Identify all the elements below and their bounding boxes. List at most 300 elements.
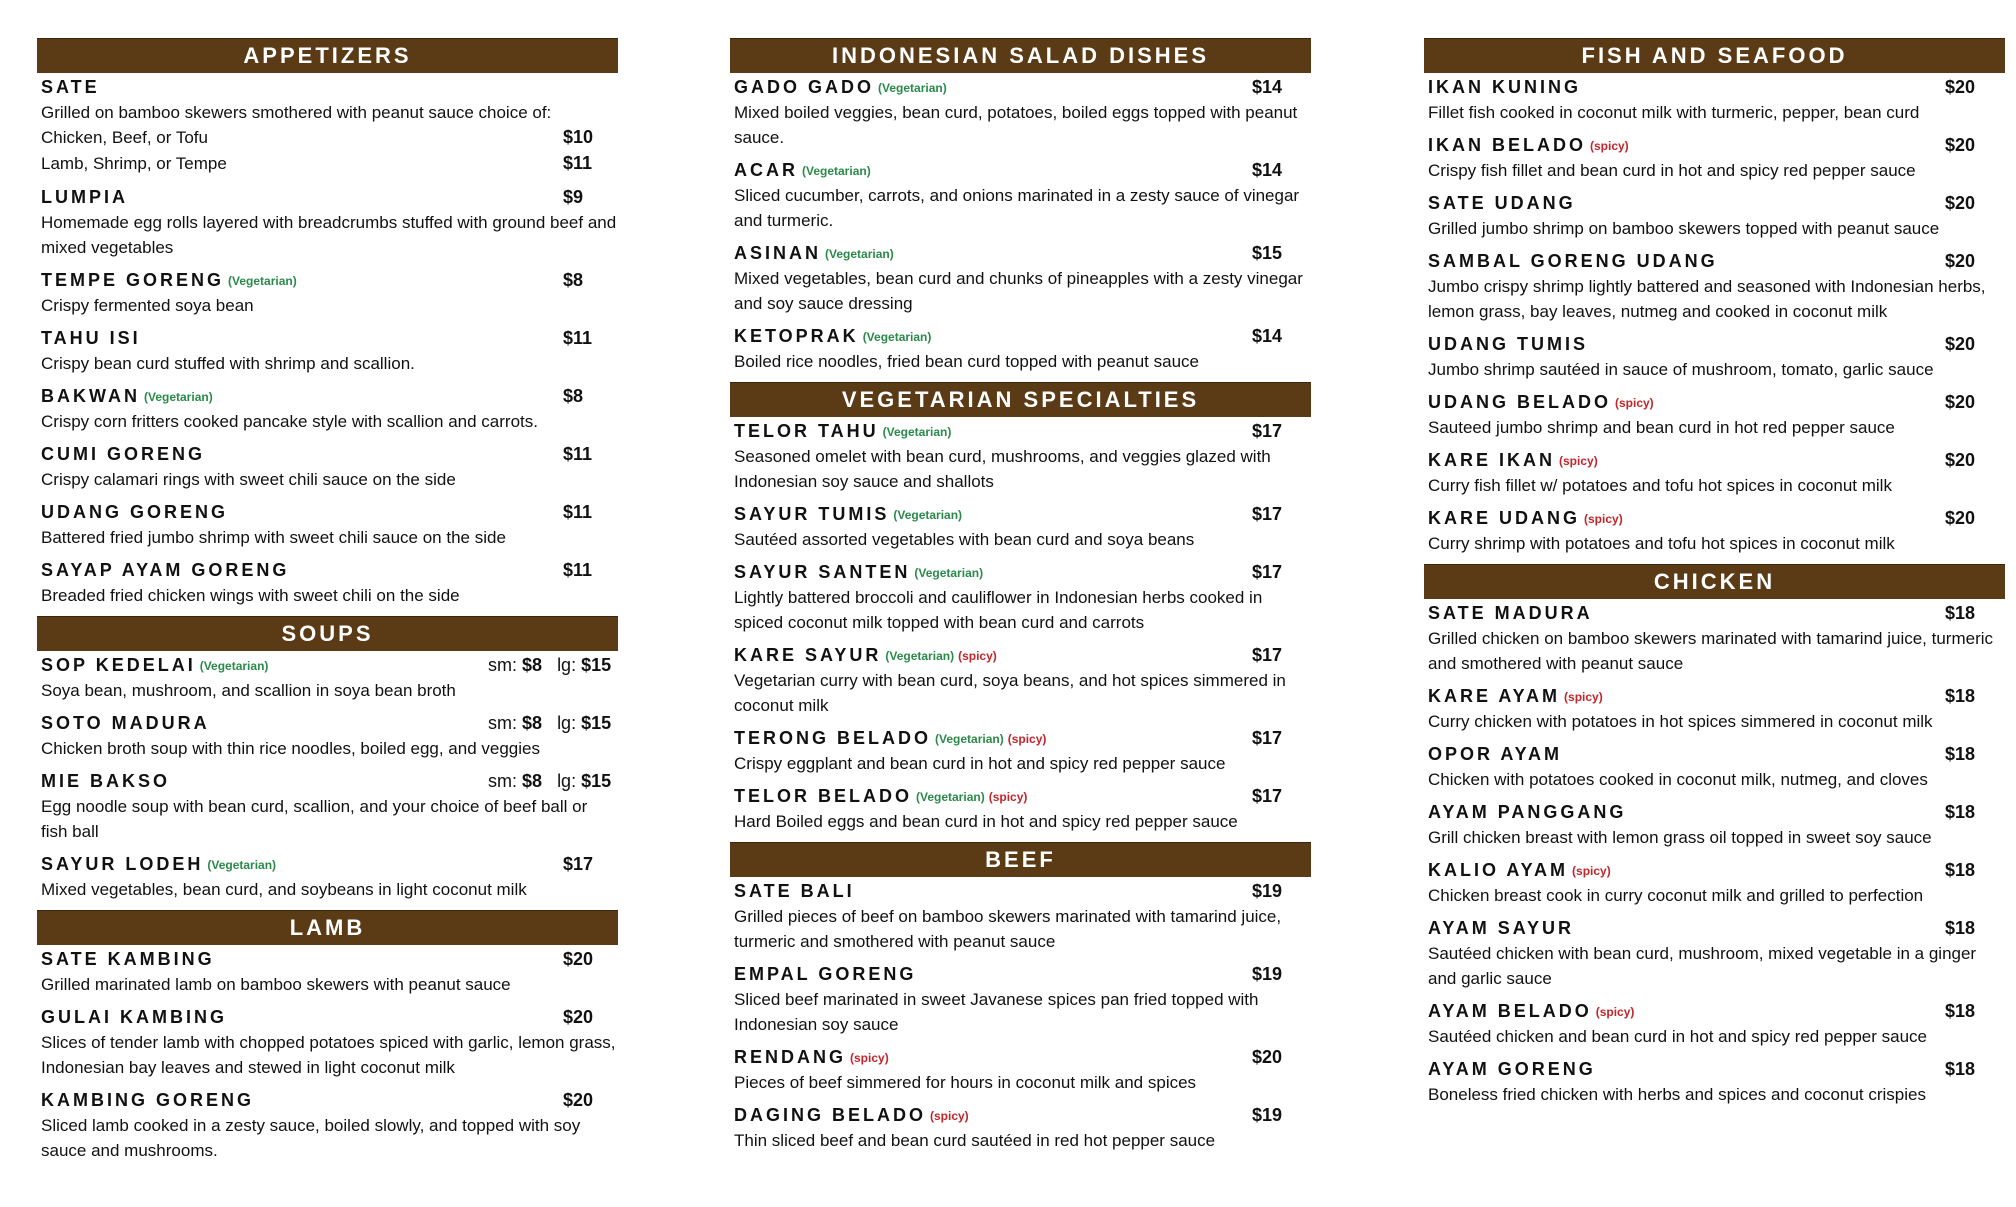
menu-item-title-row (1428, 800, 2005, 825)
menu-item-title-row (1428, 999, 2005, 1024)
menu-item-description: Grilled on bamboo skewers smothered with peanut sauce choice of: (41, 103, 552, 122)
menu-item-description: Vegetarian curry with bean curd, soya beans, and hot spices simmered in coconut milk (734, 671, 1286, 715)
menu-item-kalio-ayam (1424, 858, 2005, 908)
menu-item-description: Thin sliced beef and bean curd sautéed in red hot pepper sauce (734, 1131, 1216, 1150)
menu-item-telor-tahu (730, 419, 1311, 494)
menu-item-name-text: KARE AYAM (1428, 686, 1561, 706)
menu-item-description: Boneless fried chicken with herbs and spices and coconut crispies (1428, 1085, 1926, 1104)
menu-item-name (1428, 744, 1562, 764)
menu-item-title-row (734, 241, 1311, 266)
menu-item-name-text: KETOPRAK (734, 326, 859, 346)
menu-item-price: $20 (1945, 450, 1976, 470)
vegetarian-tag: (Vegetarian) (882, 425, 952, 439)
menu-item-description: Chicken broth soup with thin rice noodles, boiled egg, and veggies (41, 739, 540, 758)
menu-item-telor-belado (730, 784, 1311, 834)
menu-item-name (41, 713, 210, 733)
menu-item-opor-ayam (1424, 742, 2005, 792)
menu-item-empal-goreng (730, 962, 1311, 1037)
menu-item-gado-gado (730, 75, 1311, 150)
menu-item-name-text: GADO GADO (734, 77, 875, 97)
menu-item-name (734, 243, 894, 263)
menu-item-title-row (41, 711, 618, 736)
large-size-label: lg: (557, 655, 577, 675)
section-header: BEEF (730, 842, 1311, 877)
section-header: VEGETARIAN SPECIALTIES (730, 382, 1311, 417)
spicy-tag: (spicy) (1615, 396, 1654, 410)
menu-item-name-text: AYAM GORENG (1428, 1059, 1596, 1079)
menu-item-kare-ayam (1424, 684, 2005, 734)
menu-item-name-text: KARE IKAN (1428, 450, 1556, 470)
menu-item-description: Mixed boiled veggies, bean curd, potatoes, boiled eggs topped with peanut sauce. (734, 103, 1298, 147)
menu-item-mie-bakso (37, 769, 618, 844)
menu-item-name-text: SAYUR TUMIS (734, 504, 890, 524)
menu-item-name (1428, 1001, 1634, 1021)
menu-item-name (1428, 918, 1574, 938)
menu-item-name (734, 326, 931, 346)
menu-column-left (37, 38, 618, 1171)
menu-item-option (41, 151, 618, 177)
menu-item-title-row (41, 384, 618, 409)
menu-item-price: $17 (1252, 421, 1283, 441)
menu-item-price: $19 (1252, 1105, 1283, 1125)
menu-item-title-row (41, 947, 618, 972)
menu-item-title-row (1428, 133, 2005, 158)
menu-item-price: $15 (1252, 243, 1283, 263)
menu-item-price: $20 (1945, 392, 1976, 412)
menu-item-name-text: SAYUR SANTEN (734, 562, 911, 582)
size-prices (488, 769, 611, 794)
menu-item-description: Sliced beef marinated in sweet Javanese spices pan fried topped with Indonesian soy sauce (734, 990, 1259, 1034)
menu-item-lumpia (37, 185, 618, 260)
menu-item-sambal-goreng-udang (1424, 249, 2005, 324)
menu-item-name (734, 1105, 969, 1125)
menu-item-sayap-ayam-goreng (37, 558, 618, 608)
menu-item-name-text: OPOR AYAM (1428, 744, 1563, 764)
menu-item-sate-kambing (37, 947, 618, 997)
vegetarian-tag: (Vegetarian) (144, 390, 213, 404)
menu-item-name-text: MIE BAKSO (41, 771, 171, 791)
menu-item-price: $14 (1252, 77, 1283, 97)
menu-item-udang-goreng (37, 500, 618, 550)
menu-item-ayam-belado (1424, 999, 2005, 1049)
menu-item-description: Egg noodle soup with bean curd, scallion, and your choice of beef ball or fish ball (41, 797, 588, 841)
menu-item-ketoprak (730, 324, 1311, 374)
menu-item-description: Crispy fermented soya bean (41, 296, 254, 315)
menu-item-title-row (1428, 506, 2005, 531)
option-label: Lamb, Shrimp, or Tempe (41, 154, 227, 173)
menu-item-price: $20 (563, 949, 594, 969)
menu-item-title-row (41, 326, 618, 351)
menu-item-description: Curry shrimp with potatoes and tofu hot spices in coconut milk (1428, 534, 1895, 553)
menu-item-name-text: KARE UDANG (1428, 508, 1581, 528)
section-header: SOUPS (37, 616, 618, 651)
menu-item-title-row (734, 560, 1311, 585)
size-prices (488, 653, 611, 678)
menu-item-price: $20 (1945, 193, 1976, 213)
menu-item-price: $17 (1252, 786, 1283, 806)
menu-item-name-text: IKAN BELADO (1428, 135, 1586, 155)
small-size-label: sm: (488, 713, 517, 733)
menu-section-vegetarian-specialties (730, 382, 1311, 834)
menu-item-name (1428, 802, 1626, 822)
spicy-tag: (spicy) (1564, 690, 1603, 704)
menu-item-udang-tumis (1424, 332, 2005, 382)
menu-item-price: $18 (1945, 744, 1976, 764)
menu-item-name (1428, 334, 1588, 354)
menu-item-price: $11 (563, 444, 593, 464)
menu-item-name (734, 728, 1046, 748)
menu-item-name-text: RENDANG (734, 1047, 847, 1067)
menu-item-name (1428, 1059, 1596, 1079)
menu-item-title-row (734, 643, 1311, 668)
menu-item-name (734, 504, 962, 524)
menu-item-name (41, 1007, 227, 1027)
small-size-label: sm: (488, 655, 517, 675)
menu-item-name (734, 964, 916, 984)
menu-item-title-row (734, 1045, 1311, 1070)
menu-item-title-row (41, 1088, 618, 1113)
menu-item-ikan-belado (1424, 133, 2005, 183)
menu-item-description: Curry chicken with potatoes in hot spices simmered in coconut milk (1428, 712, 1933, 731)
menu-item-name (1428, 392, 1654, 412)
menu-item-description: Chicken with potatoes cooked in coconut milk, nutmeg, and cloves (1428, 770, 1928, 789)
menu-column-right (1424, 38, 2005, 1115)
spicy-tag: (spicy) (1584, 512, 1623, 526)
menu-item-kambing-goreng (37, 1088, 618, 1163)
menu-item-name-text: SATE UDANG (1428, 193, 1576, 213)
menu-item-description: Crispy fish fillet and bean curd in hot and spicy red pepper sauce (1428, 161, 1916, 180)
menu-item-title-row (1428, 1057, 2005, 1082)
menu-item-name (41, 187, 128, 207)
menu-column-middle (730, 38, 1311, 1161)
menu-item-price: $20 (1945, 251, 1976, 271)
menu-item-kare-ikan (1424, 448, 2005, 498)
menu-item-name-text: TERONG BELADO (734, 728, 932, 748)
menu-item-description: Pieces of beef simmered for hours in coconut milk and spices (734, 1073, 1197, 1092)
menu-item-price: $8 (563, 270, 584, 290)
menu-item-sayur-tumis (730, 502, 1311, 552)
menu-item-name (1428, 251, 1718, 271)
menu-item-description: Slices of tender lamb with chopped potatoes spiced with garlic, lemon grass, Indonesian bay leaves and stewed in light coconut milk (41, 1033, 616, 1077)
menu-item-description: Seasoned omelet with bean curd, mushrooms, and veggies glazed with Indonesian soy sauce and shallots (734, 447, 1271, 491)
menu-item-price: $18 (1945, 860, 1976, 880)
menu-item-title-row (734, 324, 1311, 349)
menu-item-price: $20 (1945, 334, 1976, 354)
menu-item-price: $17 (1252, 504, 1283, 524)
menu-item-price: $20 (1945, 508, 1976, 528)
menu-item-title-row (1428, 742, 2005, 767)
menu-item-description: Battered fried jumbo shrimp with sweet chili sauce on the side (41, 528, 506, 547)
menu-section-chicken (1424, 564, 2005, 1107)
menu-item-title-row (734, 726, 1311, 751)
menu-item-price: $18 (1945, 802, 1976, 822)
menu-item-name-text: UDANG BELADO (1428, 392, 1611, 412)
menu-item-name (1428, 135, 1629, 155)
menu-item-description: Crispy calamari rings with sweet chili sauce on the side (41, 470, 456, 489)
section-header: FISH AND SEAFOOD (1424, 38, 2005, 73)
section-header: LAMB (37, 910, 618, 945)
menu-item-title-row (734, 75, 1311, 100)
menu-item-price: $18 (1945, 918, 1976, 938)
menu-item-title-row (41, 653, 618, 678)
menu-item-name-text: SAYAP AYAM GORENG (41, 560, 290, 580)
small-size-label: sm: (488, 771, 517, 791)
menu-item-description: Crispy eggplant and bean curd in hot and spicy red pepper sauce (734, 754, 1226, 773)
menu-item-name-text: AYAM BELADO (1428, 1001, 1592, 1021)
menu-item-name-text: AYAM PANGGANG (1428, 802, 1627, 822)
menu-item-terong-belado (730, 726, 1311, 776)
spicy-tag: (spicy) (850, 1051, 889, 1065)
vegetarian-tag: (Vegetarian) (885, 649, 955, 663)
section-header: CHICKEN (1424, 564, 2005, 599)
menu-item-price: $17 (1252, 645, 1283, 665)
spicy-tag: (spicy) (1590, 139, 1629, 153)
menu-item-title-row (41, 442, 618, 467)
menu-item-name-text: DAGING BELADO (734, 1105, 926, 1125)
small-size-price: $8 (522, 655, 543, 675)
menu-item-description: Grilled marinated lamb on bamboo skewers with peanut sauce (41, 975, 511, 994)
menu-item-description: Grill chicken breast with lemon grass oil topped in sweet soy sauce (1428, 828, 1932, 847)
menu-item-name-text: KAMBING GORENG (41, 1090, 254, 1110)
menu-item-price: $11 (563, 560, 593, 580)
menu-item-price: $19 (1252, 881, 1283, 901)
menu-item-price: $20 (1945, 77, 1976, 97)
menu-item-name-text: SAYUR LODEH (41, 854, 204, 874)
menu-item-sayur-santen (730, 560, 1311, 635)
menu-item-name-text: SATE (41, 77, 100, 97)
vegetarian-tag: (Vegetarian) (862, 330, 932, 344)
menu-item-name (41, 386, 213, 406)
menu-item-ikan-kuning (1424, 75, 2005, 125)
menu-item-description: Grilled pieces of beef on bamboo skewers marinated with tamarind juice, turmeric and smothered with peanut sauce (734, 907, 1282, 951)
menu-item-name-text: SATE BALI (734, 881, 855, 901)
menu-item-price: $9 (563, 187, 584, 207)
menu-item-description: Sauteed jumbo shrimp and bean curd in hot red pepper sauce (1428, 418, 1895, 437)
menu-item-name-text: UDANG GORENG (41, 502, 229, 522)
menu-item-sate-madura (1424, 601, 2005, 676)
menu-item-name (1428, 77, 1581, 97)
menu-item-name-text: CUMI GORENG (41, 444, 206, 464)
menu-item-name-text: AYAM SAYUR (1428, 918, 1575, 938)
menu-item-description: Sautéed assorted vegetables with bean curd and soya beans (734, 530, 1195, 549)
menu-item-sayur-lodeh (37, 852, 618, 902)
menu-item-price: $17 (1252, 728, 1283, 748)
menu-item-description: Lightly battered broccoli and cauliflower in Indonesian herbs cooked in spiced coconut milk topped with bean curd and carrots (734, 588, 1263, 632)
vegetarian-tag: (Vegetarian) (935, 732, 1004, 746)
menu-item-description: Curry fish fillet w/ potatoes and tofu hot spices in coconut milk (1428, 476, 1892, 495)
spicy-tag: (spicy) (1572, 864, 1611, 878)
menu-item-name (41, 560, 289, 580)
menu-item-name (41, 771, 170, 791)
menu-item-title-row (734, 784, 1311, 809)
menu-item-name-text: SOTO MADURA (41, 713, 210, 733)
large-size-price: $15 (581, 771, 612, 791)
menu-item-title-row (1428, 249, 2005, 274)
menu-item-description: Crispy corn fritters cooked pancake style with scallion and carrots. (41, 412, 538, 431)
menu-item-title-row (734, 962, 1311, 987)
menu-item-name-text: EMPAL GORENG (734, 964, 917, 984)
option-price: $10 (563, 127, 594, 147)
menu-item-kare-udang (1424, 506, 2005, 556)
menu-item-name-text: TEMPE GORENG (41, 270, 225, 290)
menu-item-name-text: BAKWAN (41, 386, 140, 406)
menu-item-name (41, 949, 215, 969)
menu-item-title-row (41, 500, 618, 525)
menu-item-name (41, 270, 297, 290)
menu-item-tempe-goreng (37, 268, 618, 318)
menu-item-title-row (734, 158, 1311, 183)
menu-item-ayam-sayur (1424, 916, 2005, 991)
menu-item-name-text: TELOR TAHU (734, 421, 879, 441)
menu-item-gulai-kambing (37, 1005, 618, 1080)
menu-item-price: $18 (1945, 686, 1976, 706)
menu-item-sop-kedelai (37, 653, 618, 703)
menu-item-title-row (734, 1103, 1311, 1128)
menu-item-bakwan (37, 384, 618, 434)
large-size-price: $15 (581, 713, 612, 733)
menu-item-price: $18 (1945, 1059, 1976, 1079)
vegetarian-tag: (Vegetarian) (916, 790, 985, 804)
option-label: Chicken, Beef, or Tofu (41, 128, 208, 147)
menu-item-description: Jumbo crispy shrimp lightly battered and seasoned with Indonesian herbs, lemon grass, bay leaves, nutmeg and cooked in coconut milk (1428, 277, 1986, 321)
menu-item-name (41, 1090, 254, 1110)
menu-item-title-row (1428, 390, 2005, 415)
menu-item-ayam-panggang (1424, 800, 2005, 850)
menu-item-price: $20 (1252, 1047, 1283, 1067)
menu-item-title-row (41, 185, 618, 210)
spicy-tag: (spicy) (1595, 1005, 1635, 1019)
menu-item-name (734, 562, 983, 582)
menu-item-description: Mixed vegetables, bean curd, and soybeans in light coconut milk (41, 880, 527, 899)
section-header: APPETIZERS (37, 38, 618, 73)
menu-item-title-row (1428, 448, 2005, 473)
menu-item-name (41, 854, 276, 874)
menu-item-title-row (1428, 684, 2005, 709)
menu-item-ayam-goreng (1424, 1057, 2005, 1107)
menu-section-beef (730, 842, 1311, 1153)
menu-item-name-text: SATE MADURA (1428, 603, 1593, 623)
menu-item-description: Sautéed chicken and bean curd in hot and spicy red pepper sauce (1428, 1027, 1928, 1046)
menu-item-price: $11 (563, 328, 593, 348)
menu-item-description: Boiled rice noodles, fried bean curd topped with peanut sauce (734, 352, 1199, 371)
menu-item-name (41, 77, 100, 97)
menu-item-name (734, 1047, 889, 1067)
menu-item-description: Grilled chicken on bamboo skewers marinated with tamarind juice, turmeric and smothered with peanut sauce (1428, 629, 1994, 673)
menu-item-daging-belado (730, 1103, 1311, 1153)
menu-item-name (734, 421, 951, 441)
menu-item-description: Jumbo shrimp sautéed in sauce of mushroom, tomato, garlic sauce (1428, 360, 1934, 379)
menu-item-sate (37, 75, 618, 177)
small-size-price: $8 (522, 713, 543, 733)
menu-item-name-text: KARE SAYUR (734, 645, 882, 665)
menu-item-name-text: ASINAN (734, 243, 822, 263)
vegetarian-tag: (Vegetarian) (914, 566, 984, 580)
menu-item-price: $20 (1945, 135, 1976, 155)
menu-item-description: Homemade egg rolls layered with breadcrumbs stuffed with ground beef and mixed vegetables (41, 213, 617, 257)
menu-item-description: Grilled jumbo shrimp on bamboo skewers topped with peanut sauce (1428, 219, 1940, 238)
menu-item-title-row (734, 879, 1311, 904)
menu-item-price: $11 (563, 502, 593, 522)
menu-item-name (41, 502, 228, 522)
menu-item-udang-belado (1424, 390, 2005, 440)
menu-item-asinan (730, 241, 1311, 316)
spicy-tag: (spicy) (930, 1109, 969, 1123)
menu-item-name-text: IKAN KUNING (1428, 77, 1581, 97)
menu-item-name (1428, 450, 1598, 470)
menu-item-title-row (41, 769, 618, 794)
option-price: $11 (563, 153, 593, 173)
vegetarian-tag: (Vegetarian) (878, 81, 947, 95)
menu-item-description: Mixed vegetables, bean curd and chunks of pineapples with a zesty vinegar and soy sauce dressing (734, 269, 1303, 313)
menu-item-title-row (41, 75, 618, 100)
spicy-tag: (spicy) (1007, 732, 1047, 746)
menu-item-name (1428, 686, 1603, 706)
menu-item-name-text: GULAI KAMBING (41, 1007, 227, 1027)
menu-item-option (41, 125, 618, 151)
menu-section-soups (37, 616, 618, 902)
menu-item-price: $17 (1252, 562, 1283, 582)
menu-item-description: Crispy bean curd stuffed with shrimp and scallion. (41, 354, 415, 373)
menu-item-name-text: SOP KEDELAI (41, 655, 196, 675)
menu-item-name (734, 786, 1027, 806)
menu-item-title-row (1428, 858, 2005, 883)
spicy-tag: (spicy) (1559, 454, 1598, 468)
menu-section-fish-and-seafood (1424, 38, 2005, 556)
menu-item-description: Breaded fried chicken wings with sweet chili on the side (41, 586, 460, 605)
menu-item-sate-bali (730, 879, 1311, 954)
menu-item-name (1428, 193, 1576, 213)
menu-item-sate-udang (1424, 191, 2005, 241)
vegetarian-tag: (Vegetarian) (893, 508, 963, 522)
menu-item-description: Chicken breast cook in curry coconut milk and grilled to perfection (1428, 886, 1924, 905)
menu-item-price: $19 (1252, 964, 1283, 984)
menu-item-description: Sautéed chicken with bean curd, mushroom, mixed vegetable in a ginger and garlic sauce (1428, 944, 1977, 988)
menu-item-price: $20 (563, 1007, 594, 1027)
menu-item-title-row (41, 268, 618, 293)
menu-item-description: Hard Boiled eggs and bean curd in hot and spicy red pepper sauce (734, 812, 1238, 831)
vegetarian-tag: (Vegetarian) (825, 247, 894, 261)
menu-item-name-text: UDANG TUMIS (1428, 334, 1588, 354)
menu-item-title-row (734, 502, 1311, 527)
menu-item-name-text: SAMBAL GORENG UDANG (1428, 251, 1718, 271)
menu-item-price: $14 (1252, 160, 1283, 180)
menu-section-lamb (37, 910, 618, 1163)
menu-item-title-row (1428, 332, 2005, 357)
menu-item-description: Sliced cucumber, carrots, and onions marinated in a zesty sauce of vinegar and turmeric. (734, 186, 1300, 230)
menu-item-price: $20 (563, 1090, 594, 1110)
menu-item-name-text: ACAR (734, 160, 798, 180)
menu-item-soto-madura (37, 711, 618, 761)
menu-item-rendang (730, 1045, 1311, 1095)
menu-item-name-text: KALIO AYAM (1428, 860, 1569, 880)
menu-item-price: $18 (1945, 603, 1976, 623)
large-size-label: lg: (557, 713, 577, 733)
menu-item-kare-sayur (730, 643, 1311, 718)
menu-item-name-text: TELOR BELADO (734, 786, 912, 806)
large-size-price: $15 (581, 655, 612, 675)
menu-item-title-row (1428, 916, 2005, 941)
menu-item-name-text: TAHU ISI (41, 328, 141, 348)
small-size-price: $8 (522, 771, 543, 791)
menu-item-cumi-goreng (37, 442, 618, 492)
menu-item-title-row (734, 419, 1311, 444)
menu-item-tahu-isi (37, 326, 618, 376)
menu-item-name (734, 645, 997, 665)
menu-item-title-row (41, 852, 618, 877)
menu-section-indonesian-salad-dishes (730, 38, 1311, 374)
menu-item-description: Sliced lamb cooked in a zesty sauce, boiled slowly, and topped with soy sauce and mushrooms. (41, 1116, 581, 1160)
menu-item-price: $17 (563, 854, 594, 874)
